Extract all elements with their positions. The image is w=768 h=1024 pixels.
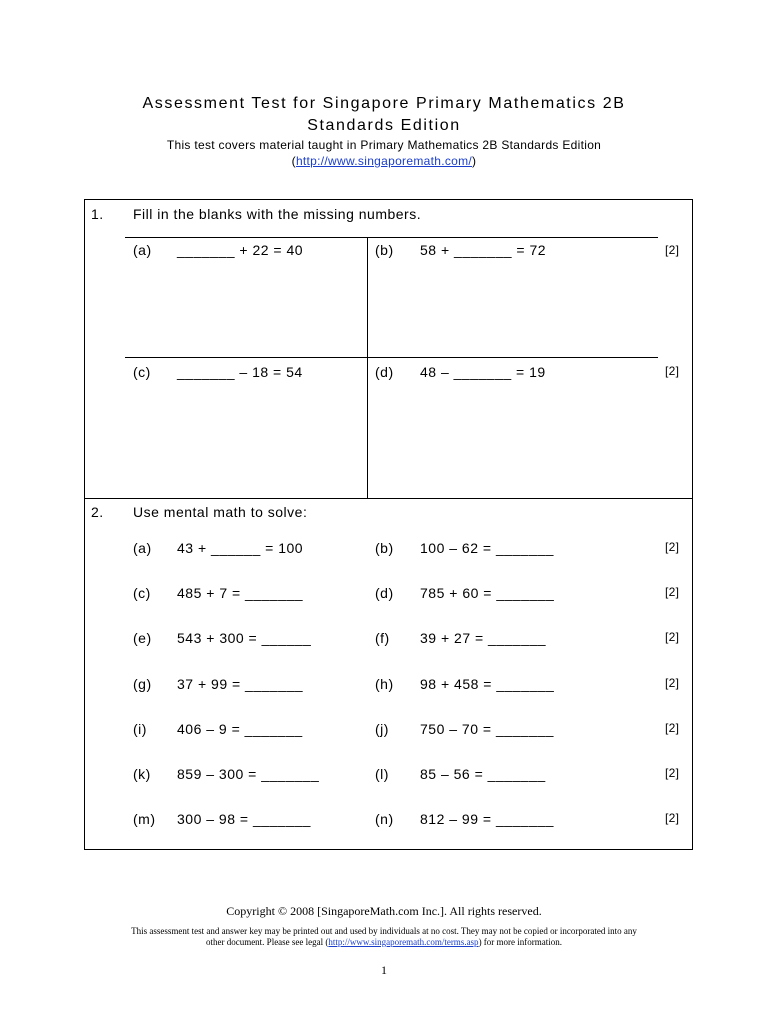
q2-item-j-label: (j) [375, 721, 389, 737]
q2-item-i-label: (i) [133, 721, 147, 737]
usage-notice-suffix: ) for more information. [478, 937, 563, 947]
q2-item-h-label: (h) [375, 676, 394, 692]
q1-instruction: Fill in the blanks with the missing numbers. [133, 206, 422, 222]
terms-link[interactable]: http://www.singaporemath.com/terms.asp [328, 937, 479, 947]
q2-item-b-expression: 100 – 62 = _______ [420, 540, 554, 556]
q1-number: 1. [91, 206, 104, 222]
q2-item-i-expression: 406 – 9 = _______ [177, 721, 303, 737]
q2-item-n-expression: 812 – 99 = _______ [420, 811, 554, 827]
q1-item-c-expression: _______ – 18 = 54 [177, 364, 303, 380]
q2-item-g-expression: 37 + 99 = _______ [177, 676, 304, 692]
q2-item-c-expression: 485 + 7 = _______ [177, 585, 304, 601]
q2-item-l-expression: 85 – 56 = _______ [420, 766, 546, 782]
q2-item-b-label: (b) [375, 540, 394, 556]
link-open-paren: ( [291, 154, 296, 168]
document-title-line-1: Assessment Test for Singapore Primary Mathematics 2B [142, 95, 626, 112]
q2-mark-cd: [2] [665, 585, 680, 599]
q2-item-j-expression: 750 – 70 = _______ [420, 721, 554, 737]
q1-grid-vertical-line [367, 237, 368, 499]
q1-item-b-expression: 58 + _______ = 72 [420, 242, 547, 258]
q2-instruction: Use mental math to solve: [133, 504, 308, 520]
copyright-notice: Copyright © 2008 [SingaporeMath.com Inc.]. All rights reserved. [226, 904, 542, 918]
q1-item-a-expression: _______ + 22 = 40 [177, 242, 304, 258]
q2-mark-ij: [2] [665, 721, 680, 735]
q2-mark-ef: [2] [665, 630, 680, 644]
q2-item-d-label: (d) [375, 585, 394, 601]
link-close-paren: ) [472, 154, 477, 168]
q1-item-a-label: (a) [133, 242, 152, 258]
question-divider [84, 498, 693, 499]
q1-mark-cd: [2] [665, 364, 680, 378]
q2-number: 2. [91, 504, 104, 520]
website-link-line [0, 154, 768, 168]
q1-mark-ab: [2] [665, 243, 680, 257]
q2-item-m-expression: 300 – 98 = _______ [177, 811, 311, 827]
page-number: 1 [381, 963, 387, 977]
q2-item-a-label: (a) [133, 540, 152, 556]
q2-item-m-label: (m) [133, 811, 156, 827]
q2-item-c-label: (c) [133, 585, 151, 601]
usage-notice-prefix: other document. Please see legal ( [205, 937, 329, 947]
q1-grid-top-line [125, 237, 658, 238]
q2-mark-mn: [2] [665, 811, 680, 825]
q1-item-d-expression: 48 – _______ = 19 [420, 364, 546, 380]
questions-box [84, 199, 693, 850]
q1-item-b-label: (b) [375, 242, 394, 258]
q2-item-e-expression: 543 + 300 = ______ [177, 630, 312, 646]
q2-mark-kl: [2] [665, 766, 680, 780]
q2-mark-ab: [2] [665, 540, 680, 554]
q2-item-f-label: (f) [375, 630, 390, 646]
q2-item-a-expression: 43 + ______ = 100 [177, 540, 304, 556]
q2-item-n-label: (n) [375, 811, 394, 827]
q2-item-e-label: (e) [133, 630, 152, 646]
q2-item-f-expression: 39 + 27 = _______ [420, 630, 547, 646]
website-link[interactable]: http://www.singaporemath.com/ [295, 154, 473, 168]
q2-item-k-expression: 859 – 300 = _______ [177, 766, 320, 782]
usage-notice-line-1: This assessment test and answer key may be printed out and used by individuals at no cost. They may not be copied or incorporated into any [131, 926, 637, 936]
q2-item-h-expression: 98 + 458 = _______ [420, 676, 555, 692]
q1-grid-middle-line [125, 357, 658, 358]
usage-notice-line-2 [0, 937, 768, 947]
q2-item-l-label: (l) [375, 766, 389, 782]
document-subtitle: This test covers material taught in Primary Mathematics 2B Standards Edition [166, 138, 602, 152]
q2-mark-gh: [2] [665, 676, 680, 690]
q2-item-d-expression: 785 + 60 = _______ [420, 585, 555, 601]
q1-item-d-label: (d) [375, 364, 394, 380]
document-title-line-2: Standards Edition [307, 117, 461, 134]
q2-item-k-label: (k) [133, 766, 151, 782]
q2-item-g-label: (g) [133, 676, 152, 692]
q1-item-c-label: (c) [133, 364, 151, 380]
